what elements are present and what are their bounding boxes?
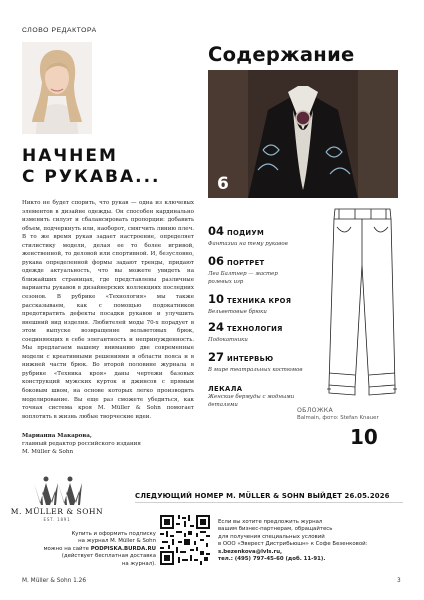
toc-page-number: 24 bbox=[208, 320, 225, 334]
toc-title: ИНТЕРВЬЮ bbox=[227, 355, 274, 363]
hero-page-number: 6 bbox=[217, 174, 229, 194]
cover-credit: Balmain, фото: Stefan Knauer bbox=[297, 415, 379, 421]
subscribe-info bbox=[22, 531, 156, 568]
cover-label: ОБЛОЖКА bbox=[297, 407, 334, 414]
signature-name: Марианна Макарова, bbox=[22, 433, 92, 439]
trousers-sketch bbox=[325, 205, 400, 405]
subscribe-line: Купить и оформить подписку bbox=[71, 531, 156, 537]
partners-info bbox=[218, 519, 408, 563]
subscribe-line: на журнал M. Müller & Sohn bbox=[78, 538, 156, 545]
headline-line-1: НАЧНЕМ bbox=[22, 146, 118, 166]
section-label: СЛОВО РЕДАКТОРА bbox=[22, 27, 97, 34]
toc-entry-portrait[interactable] bbox=[208, 252, 328, 286]
footer-page-number: 3 bbox=[397, 578, 401, 584]
toc-entry-technology[interactable] bbox=[208, 318, 328, 345]
editor-signature bbox=[22, 432, 194, 456]
lekala-title[interactable]: ЛЕКАЛА bbox=[208, 385, 243, 393]
partners-email-link[interactable]: s.bezenkova@lvls.ru, bbox=[218, 548, 283, 555]
toc-title: ПОДИУМ bbox=[227, 229, 265, 237]
lekala-description: Женские бермуды с модными деталями bbox=[208, 394, 295, 408]
editorial-headline bbox=[22, 146, 192, 188]
divider bbox=[135, 502, 403, 503]
toc-title: ТЕХНИКА КРОЯ bbox=[227, 297, 292, 305]
footer-issue: M. Müller & Sohn 1.26 bbox=[22, 578, 87, 584]
contents-hero-image[interactable] bbox=[208, 70, 398, 198]
toc-title: ПОРТРЕТ bbox=[227, 259, 265, 267]
toc-description: Леа Балтнер — мастер ролевых игр bbox=[208, 271, 278, 285]
editor-photo bbox=[22, 42, 92, 134]
toc-entry-interview[interactable] bbox=[208, 348, 328, 375]
partners-line: Если вы хотите предложить журнал bbox=[218, 519, 323, 525]
headline-line-2: С РУКАВА... bbox=[22, 167, 161, 187]
contents-title: Содержание bbox=[208, 43, 355, 66]
toc-page-number: 04 bbox=[208, 224, 225, 238]
toc-entry-podium[interactable] bbox=[208, 222, 328, 249]
brand-name: M. MÜLLER & SOHN bbox=[10, 507, 104, 516]
qr-code-icon[interactable] bbox=[160, 515, 210, 565]
toc-page-number: 06 bbox=[208, 254, 225, 268]
partners-line: в ООО «Эверест Дистрибьюшн» к Софе Безенковой: bbox=[218, 541, 368, 548]
partners-line: вашим бизнес-партнерам, обращайтесь bbox=[218, 526, 333, 533]
next-issue-notice: СЛЕДУЮЩИЙ НОМЕР M. MÜLLER & SOHN ВЫЙДЕТ 26.05.2026 bbox=[135, 492, 390, 500]
subscribe-line: можно на сайте bbox=[43, 545, 91, 552]
partners-line: для получения специальных условий bbox=[218, 533, 325, 540]
signature-role: главный редактор российского издания bbox=[22, 441, 141, 447]
subscribe-site-link[interactable]: PODPISKA.BURDA.RU bbox=[90, 545, 156, 552]
editorial-body: Никто не будет спорить, что рукав — одна из ключевых элементов в дизайне одежды. Он способен кардинально изменить силуэт и сбалансировать пропорции: добавить объем, подчеркнуть или, наоборот, смягчить линию плеч. В то же время рукав задает настроение, определяет стилистику модели, делая ее то более игривой, женственной, то деловой или спортивной. И, безусловно, рукава определенной формы задают тренды, придают одежде актуальность, что вы можете увидеть на ближайших страницах, где представлены различные варианты рукавов в дизайнерских коллекциях последних сезонов. В рубрике «Технология» мы также рассказываем, как с помощью подокатников предотвратить дефекты посадки рукавов и улучшить внешний вид изделия. Любителей моды 70-х порадует в этом выпуске возвращение вельветовых брюк, соединяющих в себе элегантность и непринужденность. Мы предлагаем вашему вниманию две современные модели с креативными решениями в области пояса и в нижней части брюк. Во второй половине журнала в рубрике «Техника кроя» даны чертежи базовых конструкций мужских курток и джинсов с прямым боковым швом, на основе которых легко производить моделирование. Вы еще раз сможете убедиться, как точная система кроя M. Müller & Sohn помогает воплотить в жизнь любые творческие идеи. bbox=[22, 200, 194, 420]
partners-phone: тел.: (495) 797-45-60 (доб. 11-91). bbox=[218, 556, 326, 563]
subscribe-line: (действует бесплатная доставка bbox=[61, 553, 156, 560]
cover-page-number: 10 bbox=[350, 425, 378, 449]
toc-page-number: 10 bbox=[208, 292, 225, 306]
toc-description: Фантазии на тему рукавов bbox=[208, 241, 288, 247]
toc-description: Подокатники bbox=[208, 337, 248, 343]
toc-page-number: 27 bbox=[208, 350, 225, 364]
signature-brand: M. Müller & Sohn bbox=[22, 449, 74, 455]
brand-established: EST. 1891 bbox=[43, 517, 71, 522]
toc-title: ТЕХНОЛОГИЯ bbox=[227, 325, 283, 333]
toc-description: В мире театральных костюмов bbox=[208, 367, 303, 373]
toc-description: Вельветовые брюки bbox=[208, 309, 267, 315]
toc-entry-cutting[interactable] bbox=[208, 290, 328, 317]
subscribe-line: на журнал). bbox=[121, 560, 156, 567]
